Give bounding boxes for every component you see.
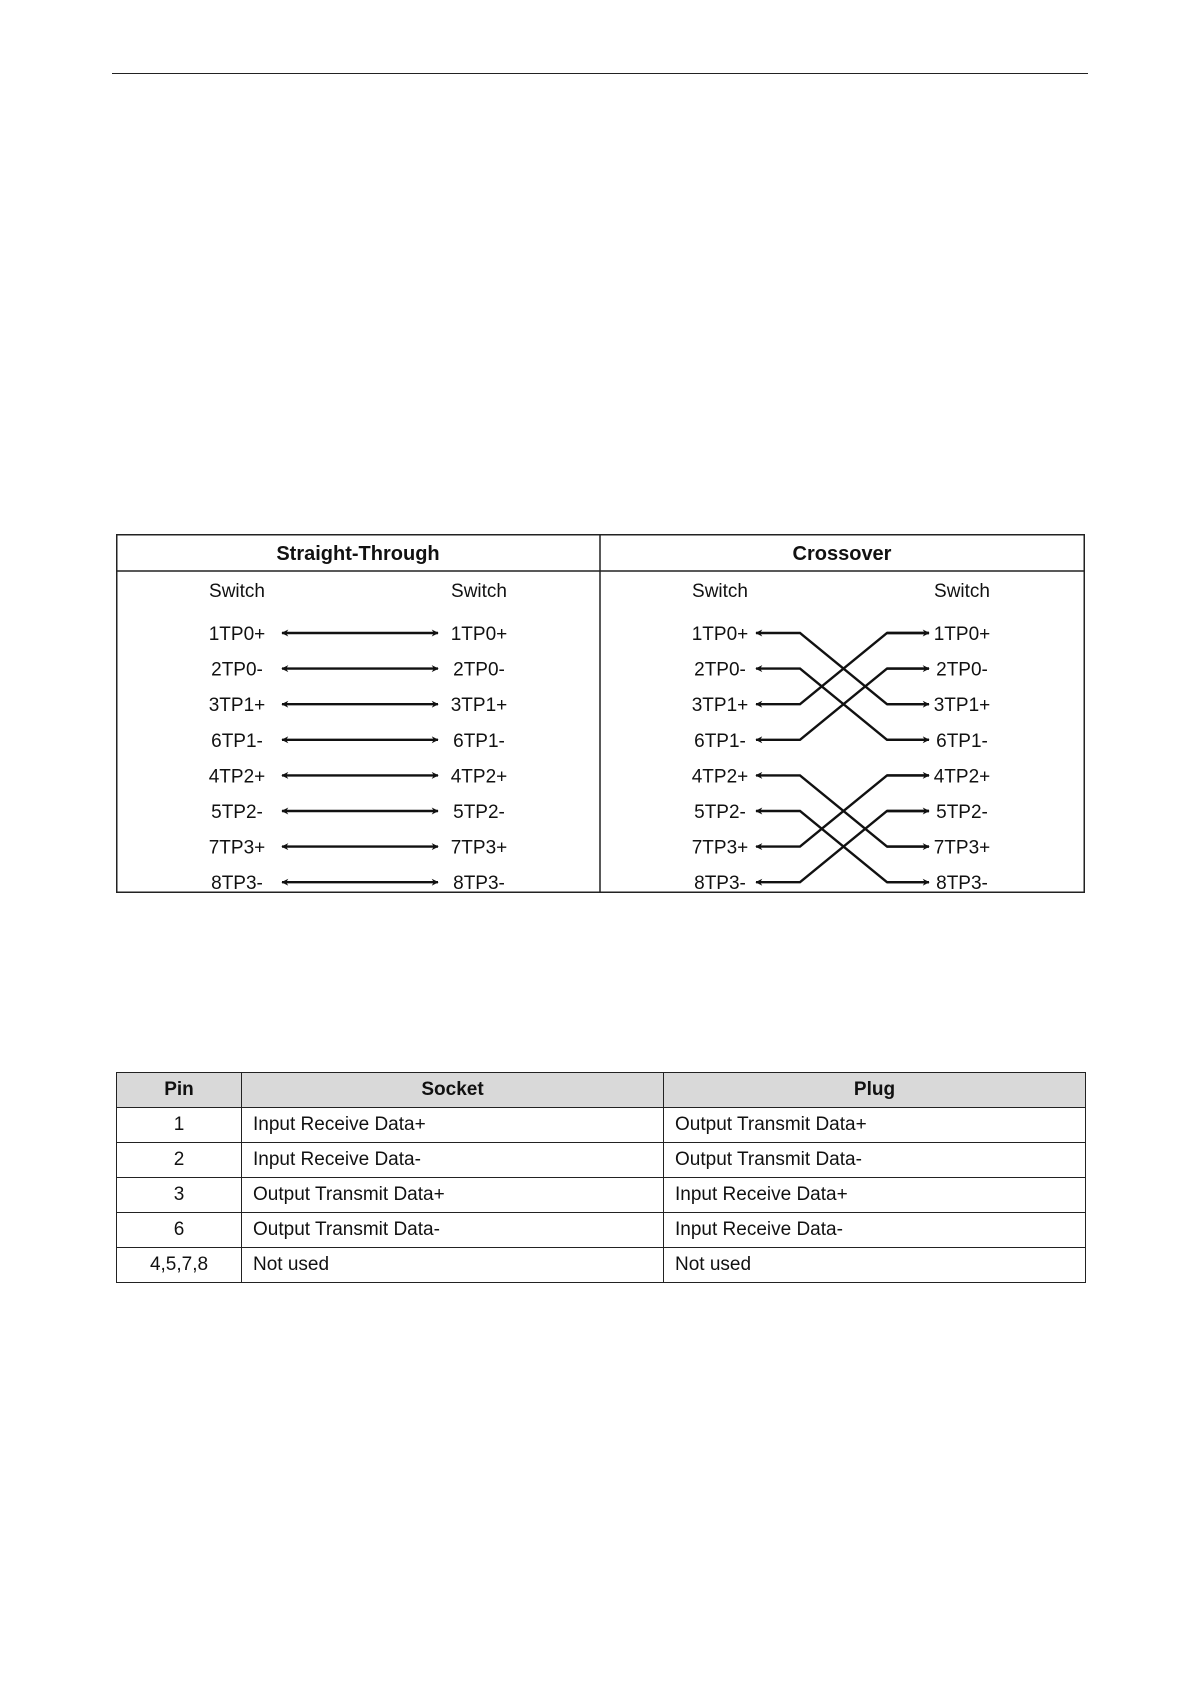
crossover-right-pin-label: 1TP0+ <box>933 624 991 645</box>
crossover-right-pin-label: 8TP3- <box>936 873 988 893</box>
crossover-left-pin-label: 5TP2- <box>694 802 746 823</box>
pin-assignment-table <box>116 1072 1086 1283</box>
crossover-left-pin-label: 3TP1+ <box>691 695 749 717</box>
straight-right-pin-label: 5TP2- <box>453 802 505 823</box>
plug-cell: Output Transmit Data+ <box>664 1108 1086 1143</box>
table-row <box>117 1143 1086 1178</box>
crossover-left-pin-label: 6TP1- <box>694 730 746 752</box>
socket-cell: Input Receive Data- <box>242 1143 664 1178</box>
straight-left-pin-label: 4TP2+ <box>208 766 266 788</box>
straight-left-pin-label: 6TP1- <box>211 730 263 752</box>
pin-cell: 3 <box>117 1178 242 1213</box>
crossover-right-pin-label: 4TP2+ <box>933 766 991 788</box>
straight-through-header: Straight-Through <box>276 543 440 565</box>
wiring-diagram-svg <box>116 534 1085 893</box>
crossover-right-pin-label: 5TP2- <box>936 802 988 823</box>
straight-left-switch-label: Switch <box>209 581 265 602</box>
crossover-left-switch-label: Switch <box>692 581 748 602</box>
crossover-right-pin-label: 2TP0- <box>936 659 988 681</box>
straight-right-switch-label: Switch <box>451 581 507 602</box>
pin-cell: 6 <box>117 1213 242 1248</box>
pin-cell: 1 <box>117 1108 242 1143</box>
pin-table-header-row <box>117 1073 1086 1108</box>
straight-right-pin-label: 2TP0- <box>453 659 505 681</box>
straight-left-pin-label: 8TP3- <box>211 873 263 893</box>
crossover-left-pin-label: 7TP3+ <box>691 837 749 859</box>
crossover-right-pin-label: 7TP3+ <box>933 837 991 859</box>
straight-left-pin-label: 5TP2- <box>211 802 263 823</box>
wiring-diagram <box>116 534 1085 893</box>
socket-cell: Input Receive Data+ <box>242 1108 664 1143</box>
crossover-left-pin-label: 4TP2+ <box>691 766 749 788</box>
crossover-right-pin-label: 3TP1+ <box>933 695 991 717</box>
header-rule <box>112 73 1088 74</box>
socket-cell: Not used <box>242 1248 664 1283</box>
straight-right-pin-label: 7TP3+ <box>450 837 508 859</box>
crossover-left-pin-label: 8TP3- <box>694 873 746 893</box>
straight-left-pin-label: 2TP0- <box>211 659 263 681</box>
crossover-left-pin-label: 2TP0- <box>694 659 746 681</box>
straight-left-pin-label: 7TP3+ <box>208 837 266 859</box>
crossover-right-pin-label: 6TP1- <box>936 730 988 752</box>
plug-cell: Output Transmit Data- <box>664 1143 1086 1178</box>
straight-right-pin-label: 8TP3- <box>453 873 505 893</box>
crossover-left-pin-label: 1TP0+ <box>691 624 749 645</box>
straight-right-pin-label: 3TP1+ <box>450 695 508 717</box>
straight-right-pin-label: 4TP2+ <box>450 766 508 788</box>
straight-left-pin-label: 3TP1+ <box>208 695 266 717</box>
header-plug: Plug <box>664 1073 1086 1108</box>
straight-left-pin-label: 1TP0+ <box>208 624 266 645</box>
pin-cell: 2 <box>117 1143 242 1178</box>
plug-cell: Input Receive Data- <box>664 1213 1086 1248</box>
plug-cell: Not used <box>664 1248 1086 1283</box>
socket-cell: Output Transmit Data- <box>242 1213 664 1248</box>
plug-cell: Input Receive Data+ <box>664 1178 1086 1213</box>
table-row <box>117 1108 1086 1143</box>
socket-cell: Output Transmit Data+ <box>242 1178 664 1213</box>
table-row <box>117 1178 1086 1213</box>
table-row <box>117 1248 1086 1283</box>
straight-right-pin-label: 6TP1- <box>453 730 505 752</box>
crossover-right-switch-label: Switch <box>934 581 990 602</box>
straight-right-pin-label: 1TP0+ <box>450 624 508 645</box>
header-pin: Pin <box>117 1073 242 1108</box>
crossover-header: Crossover <box>792 543 892 565</box>
table-row <box>117 1213 1086 1248</box>
header-socket: Socket <box>242 1073 664 1108</box>
pin-cell: 4,5,7,8 <box>117 1248 242 1283</box>
